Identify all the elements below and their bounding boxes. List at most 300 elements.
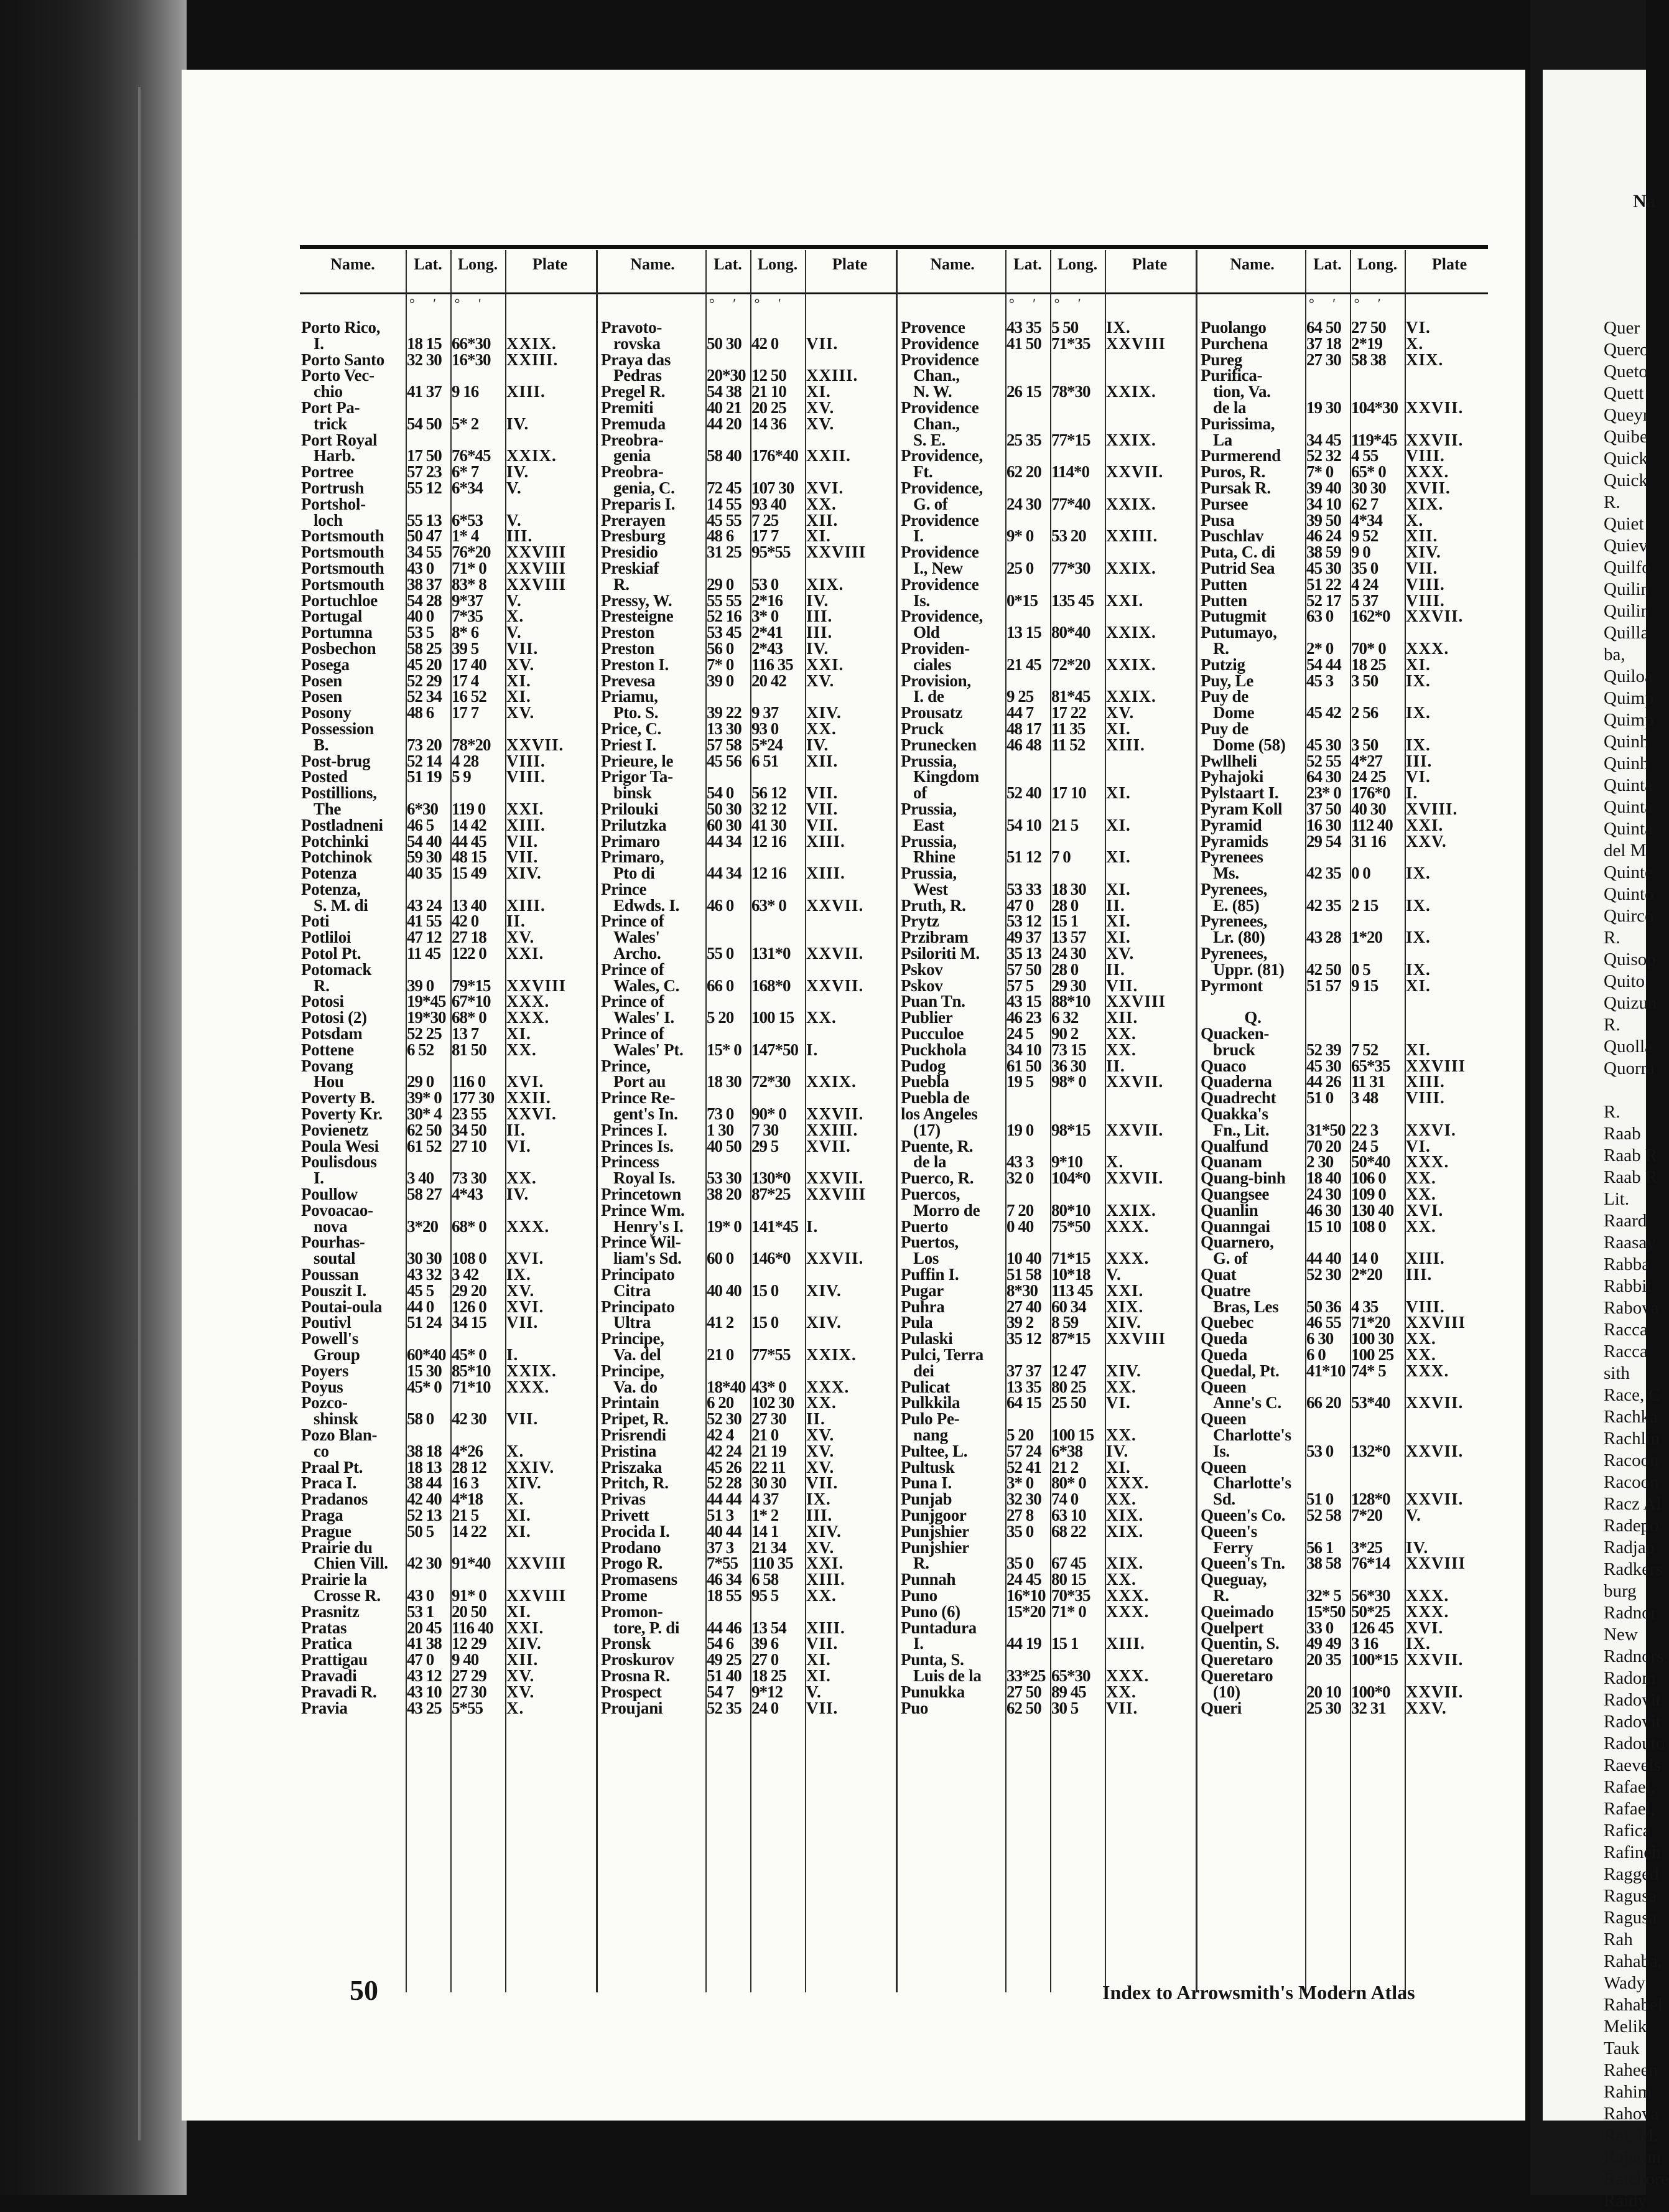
entry-latitude: 3* 0 — [1007, 1473, 1034, 1493]
entry-plate: VII. — [806, 799, 839, 818]
entry-latitude: 21 0 — [707, 1345, 734, 1364]
entry-plate: II. — [1106, 1056, 1125, 1075]
entry-latitude: 39* 0 — [407, 1088, 442, 1108]
entry-name: Puy de — [1201, 687, 1248, 706]
entry-latitude: 20 35 — [1306, 1650, 1341, 1669]
entry-name: Pto. S. — [613, 703, 659, 722]
entry-name: Kingdom — [913, 767, 979, 786]
entry-name: Porto Vec- — [301, 366, 374, 385]
entry-latitude: 37 18 — [1306, 334, 1341, 353]
index-entry — [600, 737, 893, 754]
index-entry — [300, 737, 593, 754]
entry-latitude: 8*30 — [1007, 1281, 1038, 1300]
next-page-entry: Queyr — [1604, 405, 1649, 425]
index-entry — [600, 638, 893, 658]
index-entry — [300, 1042, 593, 1058]
index-entry — [900, 416, 1193, 432]
entry-latitude: 18 15 — [407, 334, 442, 353]
next-page-entry: del M — [1604, 841, 1647, 861]
entry-name: Pyrenees, — [1201, 879, 1268, 898]
entry-longitude: 42 0 — [452, 912, 479, 931]
entry-name: Punjab — [901, 1490, 952, 1509]
entry-plate: XV. — [1106, 703, 1135, 722]
entry-longitude: 100 15 — [1051, 1425, 1094, 1444]
entry-name: bruck — [1213, 1040, 1255, 1059]
entry-longitude: 21 5 — [1051, 815, 1079, 834]
index-entry — [1199, 558, 1493, 577]
entry-longitude: 12 47 — [1051, 1361, 1086, 1380]
entry-latitude: 9* 0 — [1007, 526, 1034, 546]
entry-longitude: 39 6 — [751, 1634, 779, 1653]
entry-name: Presteigne — [601, 607, 674, 626]
entry-plate: XII. — [1106, 1008, 1138, 1027]
entry-longitude: 58 38 — [1351, 350, 1386, 369]
index-entry — [900, 1299, 1193, 1315]
index-entry — [900, 1234, 1193, 1251]
entry-longitude: 9 15 — [1351, 976, 1378, 995]
index-entry — [1199, 1572, 1493, 1588]
entry-longitude: 27 18 — [452, 928, 486, 947]
index-entry — [900, 1505, 1193, 1524]
entry-longitude: 80 25 — [1051, 1377, 1086, 1396]
entry-latitude: 3 40 — [407, 1169, 434, 1188]
entry-name: Pyrenees, — [1201, 912, 1268, 931]
column-separator — [596, 250, 598, 1992]
entry-name: Queda — [1201, 1329, 1248, 1348]
index-entry — [900, 480, 1193, 497]
index-entry — [1199, 1521, 1493, 1541]
entry-latitude: 53 45 — [707, 623, 742, 642]
entry-name: Pripet, R. — [601, 1409, 669, 1429]
next-page-entry: Radepo — [1604, 1516, 1659, 1536]
next-page-entry: Radnor — [1604, 1603, 1657, 1623]
entry-plate: XXX. — [506, 1216, 550, 1236]
entry-plate: XI. — [506, 1521, 531, 1541]
entry-name: Priest I. — [601, 735, 656, 754]
entry-latitude: 37 37 — [1007, 1361, 1041, 1380]
entry-latitude: 44 34 — [707, 831, 742, 851]
entry-plate: VII. — [506, 831, 539, 851]
entry-name: Puerto — [901, 1216, 949, 1236]
header-name: Name. — [630, 255, 675, 273]
entry-longitude: 41 30 — [751, 815, 786, 834]
entry-name: Preston — [601, 638, 654, 658]
entry-latitude: 54 0 — [707, 783, 734, 803]
entry-name: Pozco- — [301, 1393, 348, 1412]
entry-name: Poullow — [301, 1185, 358, 1204]
entry-latitude: 43 12 — [407, 1666, 442, 1685]
entry-plate: XX. — [1106, 1040, 1137, 1059]
entry-name: Pradanos — [301, 1490, 368, 1509]
entry-longitude: 65* 0 — [1351, 462, 1386, 482]
index-entry — [300, 1441, 593, 1460]
index-entry — [900, 1026, 1193, 1042]
index-entry — [600, 1684, 893, 1701]
entry-longitude: 113 45 — [1051, 1281, 1093, 1300]
entry-latitude: 9 25 — [1007, 687, 1034, 706]
entry-name: Bras, Les — [1213, 1297, 1279, 1316]
entry-latitude: 51 0 — [1306, 1490, 1334, 1509]
entry-longitude: 7*20 — [1351, 1505, 1382, 1524]
entry-name: Praal Pt. — [301, 1457, 363, 1477]
index-entry — [300, 785, 593, 801]
entry-name: liam's Sd. — [613, 1249, 682, 1268]
entry-name: Puros, R. — [1201, 462, 1266, 482]
entry-name: R. — [1213, 638, 1229, 658]
entry-name: Premiti — [601, 398, 654, 417]
entry-latitude: 58 27 — [407, 1185, 442, 1204]
entry-latitude: 38 18 — [407, 1441, 442, 1460]
entry-longitude: 74 0 — [1051, 1490, 1079, 1509]
entry-name: Pottene — [301, 1040, 354, 1059]
entry-latitude: 52 25 — [407, 1024, 442, 1043]
entry-name: de la — [1213, 398, 1247, 417]
entry-plate: XI. — [1106, 783, 1131, 803]
entry-longitude: 130 40 — [1351, 1200, 1394, 1220]
index-entry — [600, 959, 893, 979]
entry-plate: XXVII. — [1106, 1072, 1164, 1091]
entry-name: Queen's — [1201, 1521, 1257, 1541]
entry-longitude: 110 35 — [751, 1554, 793, 1573]
entry-longitude: 2*16 — [751, 590, 783, 610]
entry-latitude: 2 30 — [1306, 1152, 1334, 1172]
entry-plate: XXVIII — [506, 1585, 567, 1605]
entry-plate: III. — [1406, 751, 1433, 770]
next-page-entry: Radkers — [1604, 1559, 1663, 1579]
entry-longitude: 16 3 — [452, 1473, 479, 1493]
entry-name: Publier — [901, 1008, 953, 1027]
entry-plate: XIII. — [1106, 1634, 1145, 1653]
entry-plate: XX. — [1106, 1490, 1137, 1509]
entry-longitude: 14 1 — [751, 1521, 779, 1541]
entry-plate: XV. — [506, 1281, 535, 1300]
entry-name: Pusa — [1201, 510, 1235, 530]
entry-name: Pto di — [613, 864, 655, 883]
entry-longitude: 76*14 — [1351, 1554, 1390, 1573]
index-entry — [1199, 1427, 1493, 1444]
entry-longitude: 68 22 — [1051, 1521, 1086, 1541]
entry-longitude: 6 51 — [751, 751, 779, 770]
entry-plate: XXVIII — [506, 574, 567, 594]
entry-latitude: 3*20 — [407, 1216, 438, 1236]
next-page-entry: Rah — [1604, 1930, 1633, 1949]
entry-plate: XI. — [1406, 1040, 1431, 1059]
entry-longitude: 95*55 — [751, 543, 791, 562]
entry-name: Quedal, Pt. — [1201, 1361, 1280, 1380]
entry-plate: IV. — [1106, 1441, 1129, 1460]
entry-plate: XXVII. — [806, 895, 864, 915]
entry-latitude: 46 30 — [1306, 1200, 1341, 1220]
entry-latitude: 44 7 — [1007, 703, 1034, 722]
entry-latitude: 48 6 — [707, 526, 734, 546]
entry-longitude: 106 0 — [1351, 1169, 1386, 1188]
entry-name: Puebla de — [901, 1088, 970, 1108]
index-entry — [1199, 416, 1493, 432]
entry-latitude: 41 50 — [1007, 334, 1041, 353]
index-entry — [300, 494, 593, 513]
entry-plate: XI. — [1106, 815, 1131, 834]
entry-latitude: 51 0 — [1306, 1088, 1334, 1108]
entry-latitude: 43 15 — [1007, 992, 1041, 1011]
next-page-entry: New — [1604, 1625, 1638, 1645]
entry-plate: XVI. — [506, 1072, 544, 1091]
entry-latitude: 52 39 — [1306, 1040, 1341, 1059]
gutter-line — [138, 87, 141, 2140]
next-page-entry: Quizun — [1604, 993, 1657, 1013]
entry-plate: XI. — [506, 1505, 531, 1524]
entry-plate: XI. — [1106, 879, 1131, 898]
entry-plate: XIV. — [806, 1521, 842, 1541]
entry-plate: XV. — [806, 1457, 835, 1477]
next-page-entry: Quick — [1604, 470, 1648, 490]
column-header — [300, 250, 593, 292]
entry-name: Portsmouth — [301, 543, 384, 562]
entry-latitude: 38 20 — [707, 1185, 742, 1204]
entry-plate: I. — [806, 1216, 819, 1236]
entry-name: Quangsee — [1201, 1185, 1270, 1204]
entry-latitude: 33 0 — [1306, 1618, 1334, 1637]
next-page-entry: R. — [1604, 492, 1620, 512]
entry-name: I. de — [913, 687, 944, 706]
entry-latitude: 41 37 — [407, 382, 442, 401]
next-page-entry: Quero — [1604, 340, 1649, 360]
index-entry — [900, 1042, 1193, 1058]
entry-latitude: 46 5 — [407, 815, 434, 834]
index-entry — [600, 1026, 893, 1042]
entry-plate: XXIX. — [806, 1345, 857, 1364]
entry-longitude: 9 40 — [452, 1650, 479, 1669]
entry-latitude: 21 45 — [1007, 655, 1041, 674]
entry-latitude: 1 30 — [707, 1120, 734, 1139]
entry-plate: XXVII. — [806, 1169, 864, 1188]
index-entry — [300, 1122, 593, 1139]
entry-longitude: 9*12 — [751, 1682, 783, 1701]
index-entry — [900, 336, 1193, 352]
entry-latitude: 57 58 — [707, 735, 742, 754]
entry-latitude: 52 14 — [407, 751, 442, 770]
entry-latitude: 39 2 — [1007, 1313, 1034, 1332]
entry-latitude: 52 30 — [707, 1409, 742, 1429]
entry-name: Prague — [301, 1521, 351, 1541]
index-entry — [1199, 1042, 1493, 1058]
entry-latitude: 11 45 — [407, 944, 441, 963]
entry-longitude: 21 0 — [751, 1425, 779, 1444]
entry-name: Privas — [601, 1490, 646, 1509]
index-entry — [1199, 638, 1493, 658]
entry-name: Prairie du — [301, 1538, 373, 1557]
entry-longitude: 80*40 — [1051, 623, 1090, 642]
entry-name: Porto Santo — [301, 350, 384, 369]
entry-name: Pwllheli — [1201, 751, 1257, 770]
entry-plate: V. — [1406, 1505, 1421, 1524]
entry-longitude: 119*45 — [1351, 430, 1397, 449]
entry-longitude: 90* 0 — [751, 1104, 786, 1124]
entry-name: I. — [314, 1169, 324, 1188]
entry-name: Potenza — [301, 864, 357, 883]
entry-latitude: 52 34 — [407, 687, 442, 706]
degree-marks: ° ′ ° ′ — [1009, 296, 1089, 311]
entry-latitude: 42 30 — [407, 1554, 442, 1573]
entry-longitude: 50*25 — [1351, 1602, 1390, 1621]
entry-longitude: 132*0 — [1351, 1441, 1390, 1460]
entry-plate: XXIX. — [1106, 558, 1156, 577]
index-entry — [900, 1620, 1193, 1636]
entry-plate: XVI. — [1406, 1200, 1444, 1220]
entry-name: Puolango — [1201, 318, 1267, 337]
entry-longitude: 6*34 — [452, 478, 483, 497]
entry-longitude: 24 30 — [1051, 944, 1086, 963]
entry-name: R. — [913, 1554, 929, 1573]
index-entry — [600, 416, 893, 432]
entry-longitude: 0 5 — [1351, 959, 1370, 979]
entry-latitude: 45 30 — [1306, 558, 1341, 577]
entry-latitude: 52 40 — [1007, 783, 1041, 803]
entry-plate: I. — [1406, 783, 1418, 803]
entry-name: Portrush — [301, 478, 365, 497]
next-page-entry: Rachka — [1604, 1407, 1658, 1427]
entry-longitude: 116 0 — [452, 1072, 486, 1091]
next-page-entry: Rahabel — [1604, 1995, 1663, 2015]
entry-longitude: 104*30 — [1351, 398, 1398, 417]
next-page-entry: Quilla — [1604, 623, 1649, 643]
next-page-entry — [1604, 1080, 1669, 1101]
entry-latitude: 56 1 — [1306, 1538, 1334, 1557]
entry-plate: XXI. — [806, 655, 844, 674]
entry-longitude: 8* 6 — [452, 623, 479, 642]
entry-name: Qualfund — [1201, 1136, 1268, 1155]
entry-name: Pedras — [613, 366, 662, 385]
entry-plate: XXIX. — [1106, 1200, 1156, 1220]
entry-name: Is. — [1213, 1441, 1230, 1460]
next-page-entry: Racca — [1604, 1320, 1648, 1340]
entry-longitude: 27 29 — [452, 1666, 486, 1685]
entry-latitude: 52 32 — [1306, 446, 1341, 465]
entry-name: Purissima, — [1201, 414, 1275, 433]
entry-plate: XI. — [806, 1666, 831, 1685]
next-page-entry: Rai, M. — [1604, 2126, 1658, 2145]
entry-name: Poti — [301, 912, 330, 931]
next-page-entry: Quito — [1604, 971, 1645, 991]
entry-plate: II. — [806, 1409, 825, 1429]
entry-plate: IX. — [1406, 703, 1431, 722]
next-page-entry: Raevels — [1604, 1755, 1661, 1775]
entry-longitude: 32 12 — [751, 799, 786, 818]
entry-plate: XI. — [1406, 976, 1431, 995]
entry-name: Putrid Sea — [1201, 558, 1275, 577]
entry-plate: III. — [506, 526, 533, 546]
entry-name: (10) — [1213, 1682, 1240, 1701]
entry-longitude: 22 3 — [1351, 1120, 1378, 1139]
entry-list — [300, 320, 593, 1716]
entry-latitude: 51 22 — [1306, 574, 1341, 594]
entry-longitude: 3 50 — [1351, 735, 1378, 754]
entry-name: La — [1213, 430, 1232, 449]
index-entry — [1199, 1283, 1493, 1299]
entry-plate: XIX. — [1106, 1554, 1144, 1573]
next-page-entry: Raard — [1604, 1211, 1647, 1231]
header-long: Long. — [757, 255, 798, 273]
entry-longitude: 63 10 — [1051, 1505, 1086, 1524]
entry-plate: XX. — [1406, 1329, 1436, 1348]
entry-plate: XI. — [806, 382, 831, 401]
entry-longitude: 24 5 — [1351, 1136, 1378, 1155]
index-entry — [600, 320, 893, 336]
header-plate: Plate — [832, 255, 868, 273]
entry-latitude: 61 50 — [1007, 1056, 1041, 1075]
entry-longitude: 6*53 — [452, 510, 483, 530]
entry-plate: IX. — [1406, 1634, 1431, 1653]
entry-longitude: 60 34 — [1051, 1297, 1086, 1316]
next-page-entry: Raab R — [1604, 1146, 1658, 1165]
entry-latitude: 27 50 — [1007, 1682, 1041, 1701]
entry-latitude: 5 20 — [1007, 1425, 1034, 1444]
entry-name: Quaderna — [1201, 1072, 1272, 1091]
entry-longitude: 141*45 — [751, 1216, 798, 1236]
entry-latitude: 39 22 — [707, 703, 742, 722]
entry-latitude: 54 40 — [407, 831, 442, 851]
index-entry — [900, 574, 1193, 594]
entry-plate: XXVI. — [506, 1104, 557, 1124]
entry-longitude: 43* 0 — [751, 1377, 786, 1396]
entry-name: Poverty B. — [301, 1088, 375, 1108]
index-entry — [1199, 1441, 1493, 1460]
index-column — [600, 250, 893, 1992]
entry-longitude: 3 16 — [1351, 1634, 1378, 1653]
entry-plate: VII. — [1106, 976, 1138, 995]
entry-longitude: 128*0 — [1351, 1490, 1390, 1509]
entry-plate: XXX. — [1106, 1666, 1150, 1685]
index-column — [900, 250, 1193, 1992]
entry-longitude: 76*45 — [452, 446, 491, 465]
entry-name: Pravadi — [301, 1666, 357, 1685]
entry-name: Preskiaf — [601, 558, 659, 577]
entry-longitude: 7 52 — [1351, 1040, 1378, 1059]
index-entry — [600, 1042, 893, 1058]
entry-longitude: 29 5 — [751, 1136, 779, 1155]
entry-plate: XXVIII — [1406, 1554, 1466, 1573]
entry-longitude: 3 42 — [452, 1265, 479, 1284]
entry-latitude: 43 3 — [1007, 1152, 1034, 1172]
entry-latitude: 62 50 — [407, 1120, 442, 1139]
entry-plate: VII. — [806, 1473, 839, 1493]
entry-name: Prasnitz — [301, 1602, 360, 1621]
entry-name: Quang-binh — [1201, 1169, 1286, 1188]
entry-name: Rhine — [913, 847, 955, 867]
entry-latitude: 52 55 — [1306, 751, 1341, 770]
entry-name: Posen — [301, 671, 343, 690]
entry-longitude: 4 55 — [1351, 446, 1378, 465]
next-page-entry: Quorra — [1604, 1058, 1655, 1078]
entry-latitude: 47 0 — [1007, 895, 1034, 915]
entry-longitude: 91* 0 — [452, 1585, 486, 1605]
next-page-entry: Quiev — [1604, 536, 1648, 556]
entry-latitude: 32 0 — [1007, 1169, 1034, 1188]
entry-name: Povienetz — [301, 1120, 369, 1139]
entry-plate: XV. — [806, 1425, 835, 1444]
entry-plate: II. — [506, 912, 526, 931]
entry-longitude: 28 12 — [452, 1457, 486, 1477]
entry-name: S. E. — [913, 430, 946, 449]
entry-latitude: 52 29 — [407, 671, 442, 690]
entry-plate: XIV. — [506, 1634, 542, 1653]
entry-latitude: 48 6 — [407, 703, 434, 722]
entry-plate: XXVIII — [506, 1554, 567, 1573]
entry-latitude: 38 58 — [1306, 1554, 1341, 1573]
entry-latitude: 42 50 — [1306, 959, 1341, 979]
entry-latitude: 52 35 — [707, 1698, 742, 1717]
entry-name: Putten — [1201, 590, 1247, 610]
entry-longitude: 162*0 — [1351, 607, 1390, 626]
